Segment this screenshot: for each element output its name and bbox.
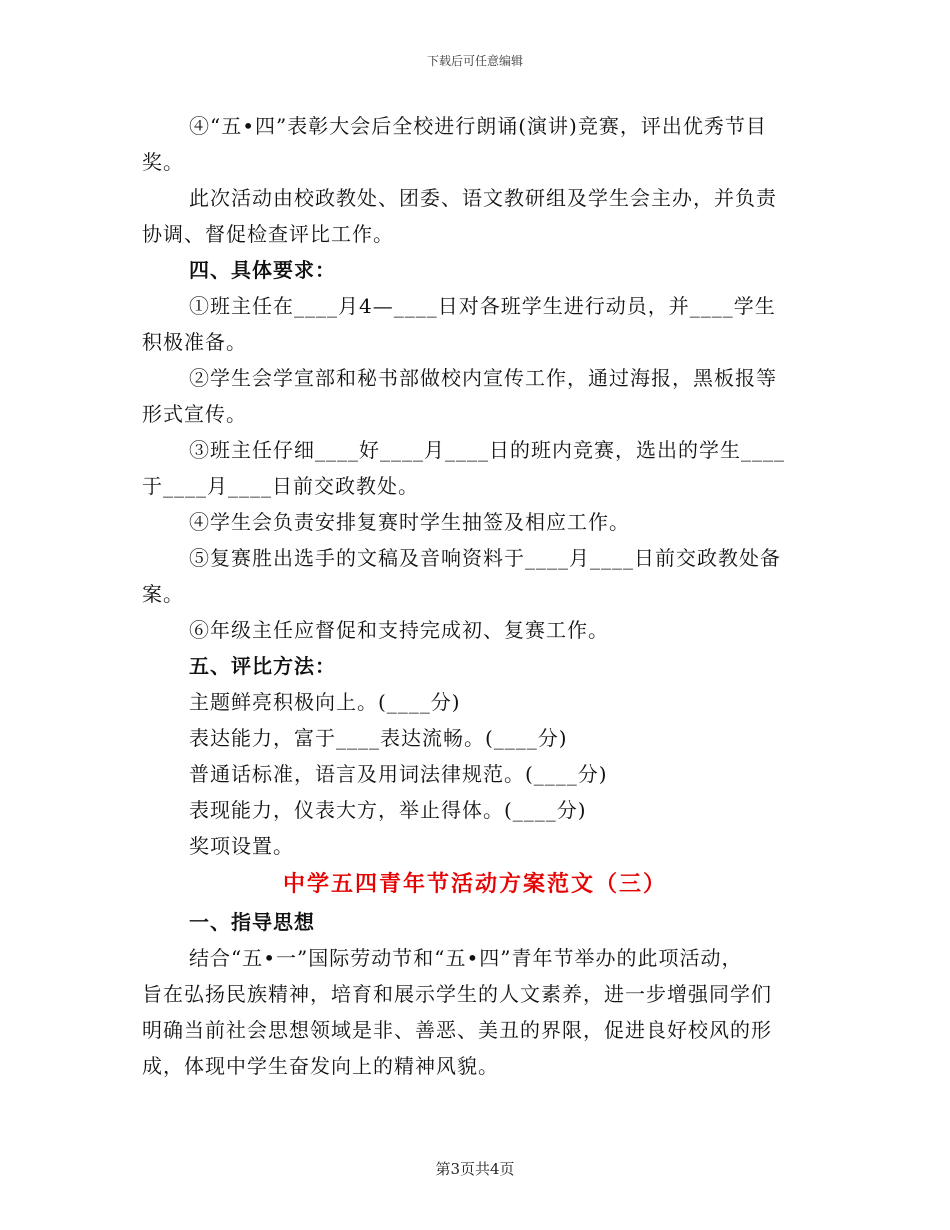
text-line: 协调、督促检查评比工作。 (142, 222, 394, 246)
section-heading: 五、评比方法： (189, 654, 336, 678)
page-footer: 第3页共4页 (435, 1160, 515, 1178)
text-line: ④学生会负责安排复赛时学生抽签及相应工作。 (189, 510, 630, 534)
text-line: 主题鲜亮积极向上。(____分) (189, 690, 461, 714)
text-line: 奖项设置。 (189, 834, 294, 858)
text-line: 结合“五•一”国际劳动节和“五•四”青年节举办的此项活动， (189, 946, 743, 970)
text-line: 旨在弘扬民族精神，培育和展示学生的人文素养，进一步增强同学们 (142, 982, 772, 1006)
page-header: 下载后可任意编辑 (426, 54, 523, 68)
text-line: ⑥年级主任应督促和支持完成初、复赛工作。 (189, 618, 609, 642)
section-heading: 一、指导思想 (189, 910, 315, 934)
text-line: 成，体现中学生奋发向上的精神风貌。 (142, 1054, 499, 1078)
text-line: 形式宣传。 (142, 402, 247, 426)
text-line: 表现能力，仪表大方，举止得体。(____分) (189, 798, 587, 822)
document-body (142, 108, 802, 1084)
text-line: ②学生会学宣部和秘书部做校内宣传工作，通过海报，黑板报等 (189, 366, 777, 390)
text-line: 奖。 (142, 150, 184, 174)
section-heading: 四、具体要求： (189, 258, 336, 282)
text-line: 案。 (142, 582, 184, 606)
section-title: 中学五四青年节活动方案范文（三） (282, 871, 667, 897)
text-line: ①班主任在____月4—____日对各班学生进行动员，并____学生 (189, 294, 776, 318)
text-line: 于____月____日前交政教处。 (142, 474, 419, 498)
text-line: 明确当前社会思想领域是非、善恶、美丑的界限，促进良好校风的形 (142, 1018, 772, 1042)
text-line: 普通话标准，语言及用词法律规范。(____分) (189, 762, 608, 786)
text-line: ④“五•四”表彰大会后全校进行朗诵(演讲)竞赛，评出优秀节目 (189, 114, 767, 138)
text-line: ③班主任仔细____好____月____日的班内竞赛，选出的学生____ (189, 438, 785, 462)
text-line: 积极准备。 (142, 330, 247, 354)
paragraph-block-1 (142, 108, 802, 864)
paragraph-block-2 (142, 904, 802, 1084)
text-line: ⑤复赛胜出选手的文稿及音响资料于____月____日前交政教处备 (189, 546, 781, 570)
text-line: 表达能力，富于____表达流畅。(____分) (189, 726, 568, 750)
text-line: 此次活动由校政教处、团委、语文教研组及学生会主办，并负责 (189, 186, 777, 210)
